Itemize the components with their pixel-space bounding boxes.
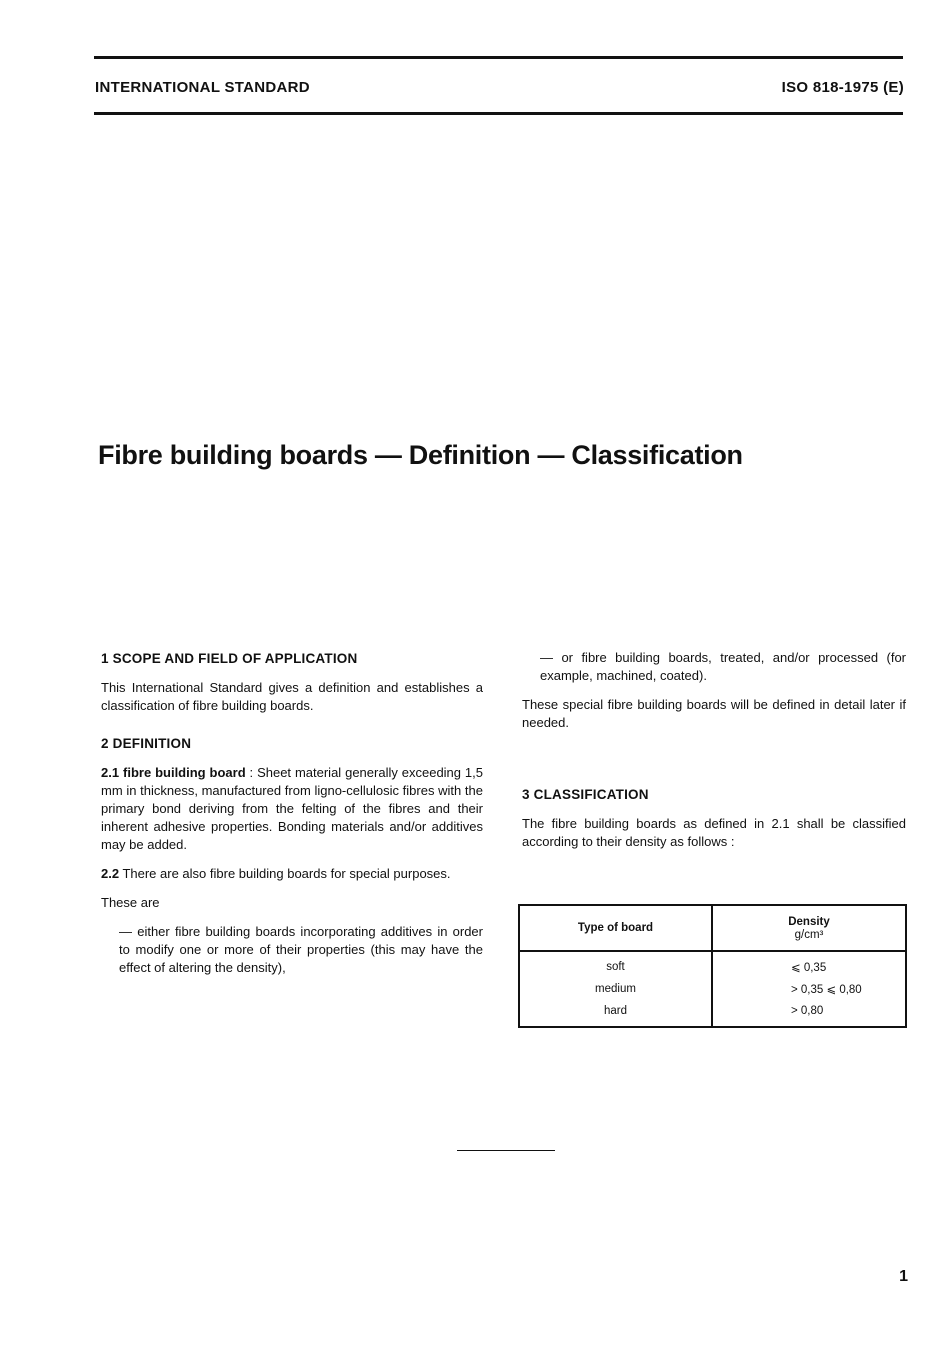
- section-3-heading: 3 CLASSIFICATION: [522, 787, 649, 802]
- list-item-or: — or fibre building boards, treated, and/or processed (for example, machined, coated).: [540, 650, 906, 683]
- density-header-label: Density: [788, 915, 830, 928]
- header-rule-top: [94, 56, 903, 59]
- table-row: [519, 951, 906, 978]
- section-1-text: This International Standard gives a definition and establishes a classification of fibre building boards.: [101, 680, 483, 713]
- clause-2-1-term: fibre building board: [123, 765, 246, 780]
- clause-2-1: [101, 764, 483, 854]
- type-of-board-header: Type of board: [519, 905, 712, 951]
- left-column: [101, 650, 483, 977]
- density-table: [518, 904, 907, 1028]
- section-2-heading: 2 DEFINITION: [101, 736, 192, 751]
- clause-2-2-number: 2.2: [101, 866, 120, 881]
- clause-2-2-text: There are also fibre building boards for special purposes.: [119, 866, 451, 881]
- header-rule-bottom: [94, 112, 903, 115]
- density-cell: > 0,80: [712, 1000, 906, 1027]
- table-row: [519, 978, 906, 1000]
- table-row: [519, 1000, 906, 1027]
- board-type-cell: soft: [519, 951, 712, 978]
- list-item-either: — either fibre building boards incorporating additives in order to modify one or more of their properties (this may have the effect of altering the density),: [119, 924, 483, 975]
- end-of-text-rule: [457, 1150, 555, 1151]
- section-3-text: The fibre building boards as defined in 2.1 shall be classified according to their density as follows :: [522, 816, 906, 849]
- special-boards-note: These special fibre building boards will be defined in detail later if needed.: [522, 697, 906, 730]
- clause-2-2: [101, 865, 483, 883]
- table-header-row: [519, 905, 906, 951]
- clause-2-1-number: 2.1: [101, 765, 120, 780]
- right-column: [522, 649, 906, 851]
- density-unit: g/cm³: [794, 928, 824, 941]
- density-header: [712, 905, 906, 951]
- board-type-cell: medium: [519, 978, 712, 1000]
- clause-2-1-text: : Sheet material generally exceeding 1,5 mm in thickness, manufactured from ligno-cellulosic fibres with the primary bond deriving from the felting of the fibres and their inherent adhesive properties. Bonding materials and/or additives may be added.: [101, 765, 483, 852]
- section-1-heading: 1 SCOPE AND FIELD OF APPLICATION: [101, 651, 358, 666]
- standard-label: INTERNATIONAL STANDARD: [95, 79, 310, 96]
- these-are-text: These are: [101, 895, 160, 910]
- standard-number: ISO 818-1975 (E): [781, 79, 904, 96]
- board-type-cell: hard: [519, 1000, 712, 1027]
- page-number: 1: [899, 1268, 908, 1285]
- density-cell: ⩽ 0,35: [712, 951, 906, 978]
- document-title: Fibre building boards — Definition — Classification: [98, 440, 743, 470]
- density-cell: > 0,35 ⩽ 0,80: [712, 978, 906, 1000]
